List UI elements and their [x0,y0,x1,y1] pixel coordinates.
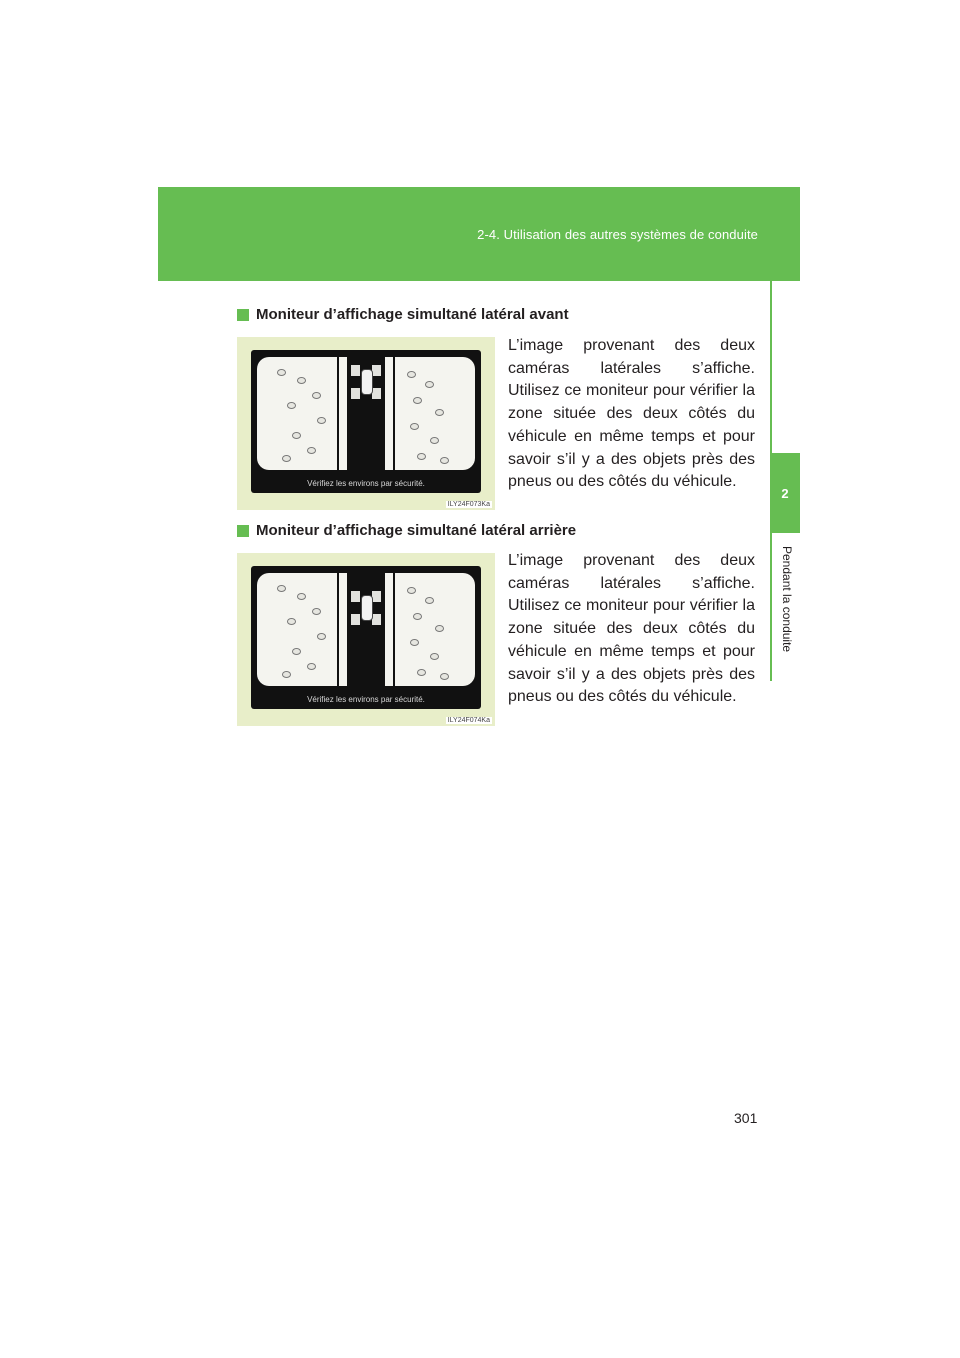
figure-front-monitor [237,337,495,510]
chapter-tab [770,453,800,533]
right-guide-bar [385,357,393,470]
left-guide-bar [339,573,347,686]
figure-caption: Vérifiez les environs par sécurité. [307,479,425,488]
vehicle-icon [351,591,381,625]
right-guide-bar [385,573,393,686]
section-body-rear: L’image provenant des deux caméras latérales s’affiche. Utilisez ce moniteur pour vérifier la zone située des deux côtés du véhicule en même temps et pour savoir s’il y a des objets près des pneus ou des côtés du véhicule. [508,552,755,706]
left-camera-view [257,357,337,470]
page-number: 301 [734,1110,758,1126]
chapter-number: 2 [781,485,789,501]
right-camera-view [395,357,475,470]
section-heading-text: Moniteur d’affichage simultané latéral arrière [256,522,577,539]
figure-code: ILY24F074Ka [447,717,490,724]
figure-rear-monitor [237,553,495,726]
figure-code: ILY24F073Ka [447,501,490,508]
vehicle-icon [351,365,381,399]
right-camera-view [395,573,475,686]
left-guide-bar [339,357,347,470]
section-heading-front [237,306,569,323]
bullet-square-icon [237,309,249,321]
figure-caption: Vérifiez les environs par sécurité. [307,695,425,704]
monitor-screen [251,350,481,493]
section-body-front: L’image provenant des deux caméras latérales s’affiche. Utilisez ce moniteur pour vérifier la zone située des deux côtés du véhicule en même temps et pour savoir s’il y a des objets près des pneus ou des côtés du véhicule. [508,337,755,491]
section-title: 2-4. Utilisation des autres systèmes de conduite [477,227,758,242]
section-heading-rear [237,522,576,539]
bullet-square-icon [237,525,249,537]
left-camera-view [257,573,337,686]
monitor-screen [251,566,481,709]
header-band [158,187,800,281]
section-heading-text: Moniteur d’affichage simultané latéral avant [256,306,569,323]
chapter-label: Pendant la conduite [780,546,794,653]
